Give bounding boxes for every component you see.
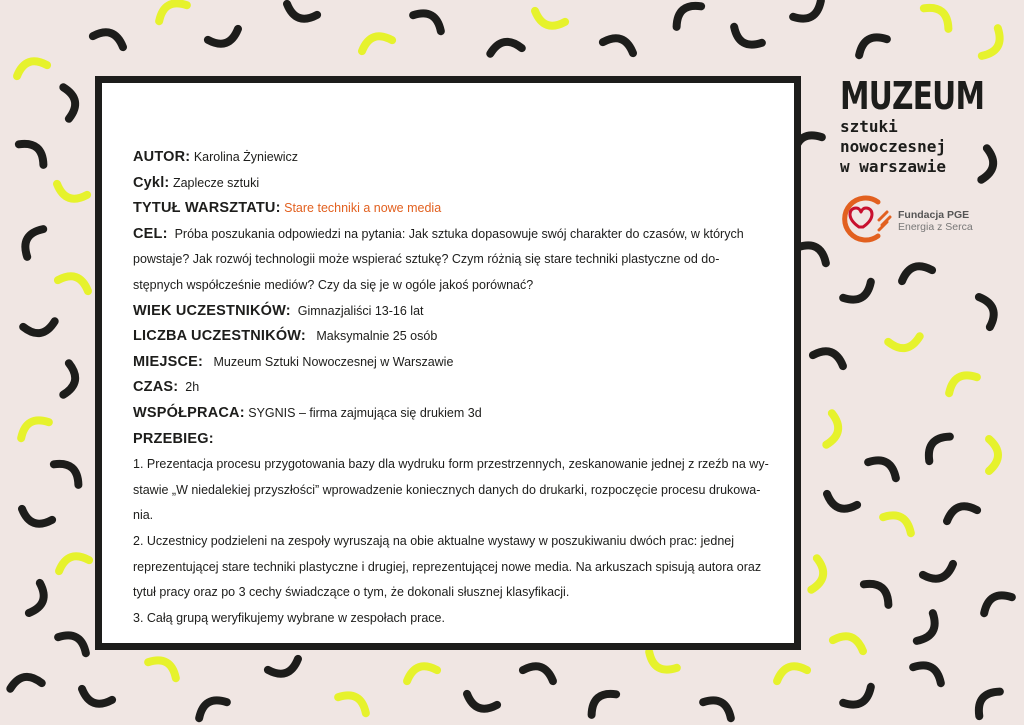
squiggle-shape (888, 336, 921, 350)
squiggle-shape (63, 363, 77, 396)
cooperation-value: SYGNIS – firma zajmująca się drukiem 3d (248, 405, 482, 420)
squiggle-shape (989, 439, 998, 471)
squiggle-shape (945, 369, 977, 393)
museum-logo-line: sztuki (840, 117, 898, 136)
squiggle-shape (922, 431, 949, 461)
squiggle-shape (730, 27, 762, 51)
squiggle-shape (979, 294, 998, 327)
cooperation-label: WSPÓŁPRACA: (133, 404, 245, 421)
heart-icon (838, 193, 894, 245)
age-row (133, 299, 773, 325)
workshop-title-value: Stare techniki a nowe media (284, 201, 442, 216)
sponsor-tagline: Energia z Serca (898, 221, 973, 233)
squiggle-shape (63, 86, 77, 119)
age-value: Gimnazjaliści 13-16 lat (297, 303, 424, 318)
squiggle-shape (982, 28, 1006, 60)
time-label: CZAS: (133, 379, 179, 396)
squiggle-shape (58, 272, 91, 291)
squiggle-shape (924, 1, 954, 28)
squiggle-shape (19, 137, 49, 164)
squiggle-shape (913, 659, 945, 683)
workshop-title-label: TYTUŁ WARSZTATU: (133, 200, 281, 217)
squiggle-shape (883, 509, 915, 533)
place-label: MIEJSCE: (133, 353, 204, 370)
squiggle-shape (195, 694, 227, 718)
count-value: Maksymalnie 25 osób (316, 329, 438, 344)
squiggle-shape (811, 558, 825, 591)
count-row (133, 324, 773, 350)
squiggle-shape (813, 347, 846, 366)
author-value: Karolina Żyniewicz (193, 150, 299, 164)
procedure-line: 1. Prezentacja procesu przygotowania bazy dla wydruku form przestrzennych, zeskanowanie jednej z rzeźb na wy- (133, 457, 769, 472)
squiggle-shape (93, 28, 126, 47)
squiggle-shape (826, 413, 840, 446)
squiggle-shape (489, 39, 522, 53)
squiggle-shape (532, 11, 565, 30)
squiggle-shape (19, 509, 52, 528)
procedure-line: 2. Uczestnicy podzieleni na zespoły wyruszają na obie aktualne wystawy w poszukiwaniu dwóch prac: jednej (133, 533, 735, 548)
squiggle-shape (338, 689, 370, 713)
squiggle-shape (868, 454, 900, 478)
squiggle-shape (703, 694, 735, 718)
author-row (133, 145, 773, 171)
squiggle-shape (944, 502, 977, 521)
museum-logo-title: MUZEUM (840, 74, 985, 118)
count-label: LICZBA UCZESTNIKÓW: (133, 328, 306, 345)
squiggle-shape (155, 0, 187, 21)
squiggle-shape (17, 414, 49, 438)
squiggle-shape (843, 687, 875, 711)
squiggle-shape (864, 577, 894, 604)
procedure-line: tytuł pracy oraz po 3 cechy świadczące o tym, że dokonali słusznej klasyfikacji. (133, 585, 570, 600)
goal-line: Próba poszukania odpowiedzi na pytania: Jak sztuka dopasowuje swój charakter do czasów, w których (174, 226, 744, 241)
time-row (133, 375, 773, 401)
workshop-card (95, 76, 801, 650)
procedure-label: PRZEBIEG: (133, 430, 214, 447)
squiggle-shape (404, 662, 437, 681)
squiggle-shape (284, 4, 317, 23)
museum-logo-line: w warszawie (840, 157, 946, 176)
goal-line: powstaje? Jak rozwój technologii może wspierać sztukę? Czym różnią się stare techniki plastyczne od do- (133, 252, 720, 267)
squiggle-shape (899, 262, 932, 281)
squiggle-shape (833, 632, 866, 651)
squiggle-shape (980, 589, 1012, 613)
procedure-line: stawie „W niedalekiej przyszłości” wprowadzenie koniecznych danych do drukarki, rozpoczęcie procesu drukowa- (133, 482, 761, 497)
squiggle-shape (586, 687, 616, 714)
museum-logo-line: nowoczesnej (840, 137, 946, 156)
time-value: 2h (185, 380, 200, 395)
squiggle-shape (58, 629, 90, 653)
workshop-title-row (133, 196, 773, 222)
squiggle-shape (843, 282, 875, 306)
squiggle-shape (917, 613, 941, 645)
goal-label: CEL: (133, 225, 168, 242)
squiggle-shape (671, 0, 701, 27)
squiggle-shape (79, 689, 112, 708)
squiggle-shape (972, 686, 999, 716)
squiggle-shape (268, 659, 301, 678)
cooperation-row (133, 401, 773, 427)
squiggle-shape (9, 674, 42, 688)
squiggle-shape (14, 57, 47, 76)
procedure-row (133, 427, 773, 453)
squiggle-shape (359, 32, 392, 51)
squiggle-shape (208, 29, 241, 48)
age-label: WIEK UCZESTNIKÓW: (133, 302, 291, 319)
squiggle-shape (464, 694, 497, 713)
procedure-line: reprezentującej stare techniki plastyczne i drugiej, reprezentującej nowe media. Na arkuszach spisują autora oraz (133, 559, 762, 574)
squiggle-shape (148, 654, 180, 678)
cycle-row (133, 171, 773, 197)
squiggle-shape (23, 321, 56, 335)
cycle-value: Zaplecze sztuki (172, 175, 260, 190)
squiggle-shape (645, 652, 677, 676)
squiggle-shape (824, 494, 857, 513)
squiggle-shape (774, 662, 807, 681)
goal-row (133, 222, 773, 248)
squiggle-shape (793, 1, 825, 25)
place-row (133, 350, 773, 376)
workshop-description (133, 145, 773, 631)
squiggle-shape (56, 552, 89, 571)
museum-logo (840, 76, 1024, 176)
squiggle-shape (19, 225, 43, 257)
squiggle-shape (923, 564, 956, 583)
procedure-line: nia. (133, 508, 154, 523)
goal-line: stępnych współcześnie mediów? Czy da się je w ogóle jakoś porównać? (133, 277, 534, 292)
squiggle-shape (29, 583, 48, 616)
squiggle-shape (523, 662, 556, 681)
squiggle-shape (798, 239, 830, 263)
squiggle-shape (54, 184, 87, 203)
procedure-line: 3. Całą grupą weryfikujemy wybrane w zespołach prace. (133, 610, 445, 625)
squiggle-shape (54, 457, 84, 484)
squiggle-shape (603, 34, 636, 53)
place-value: Muzeum Sztuki Nowoczesnej w Warszawie (213, 354, 454, 369)
sponsor-name: Fundacja PGE (898, 209, 970, 221)
squiggle-shape (413, 7, 445, 31)
author-label: AUTOR: (133, 149, 191, 165)
cycle-label: Cykl: (133, 174, 170, 191)
squiggle-shape (855, 31, 887, 55)
